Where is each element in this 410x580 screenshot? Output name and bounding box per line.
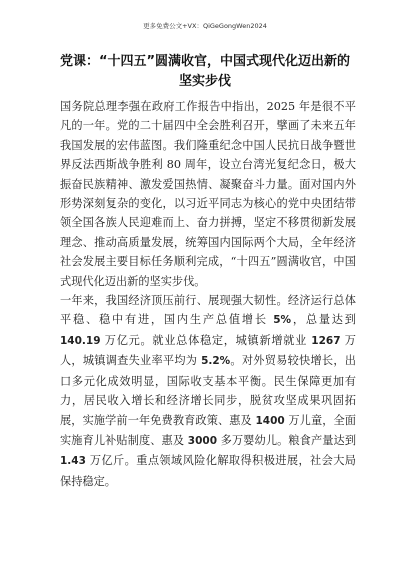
- page-header: 更多免费公文+VX：QiGeGongWen2024: [143, 22, 267, 30]
- paragraph-text: 。对外贸易较快增长，出口多元化成效明显，国际收支基本平衡。民生保障更加有力，居民收入增长和经济增长同步，脱贫攻坚成果巩固拓展，实施学前一年免费教育政策、惠及: [60, 354, 356, 427]
- paragraph-1: [60, 97, 356, 291]
- stat-unemployment: 5.2%: [201, 355, 231, 368]
- paragraph-text: 万人，城镇调查失业率平均为: [60, 333, 356, 368]
- paragraph-text: 多万婴幼儿。粮食产量达到: [217, 433, 357, 447]
- stat-gdp-total: 140.19: [60, 334, 101, 347]
- paragraph-text: ，总量达到: [291, 313, 356, 327]
- document-body: [60, 97, 356, 491]
- stat-infants: 3000: [187, 434, 218, 447]
- stat-new-jobs: 1267: [311, 334, 341, 347]
- stat-children: 1400: [255, 414, 285, 427]
- paragraph-text: 万亿斤。重点领域风险化解取得积极进展，社会大局保持稳定。: [60, 454, 356, 488]
- paragraph-text: 国务院总理李强在政府工作报告中指出，2025 年是很不平凡的一年。党的二十届四中全会胜利召开，擘画了未来五年我国发展的宏伟蓝图。我们隆重纪念中国人民抗日战争暨世界反法西斯战争胜利 80 周年，设立台湾光复纪念日，极大振奋民族精神、激发爱国热情、凝聚奋斗力量。面对国内外形势深刻复杂的变化，以习近平同志为核心的党中央团结带领全国各族人民迎难而上、奋力拼搏，坚定不移贯彻新发展理念、推动高质量发展，统筹国内国际两个大局，全年经济社会发展主要目标任务顺利完成，“十四五”圆满收官，中国式现代化迈出新的坚实步伐。: [60, 100, 356, 288]
- stat-grain: 1.43: [60, 455, 86, 468]
- paragraph-text: 一年来，我国经济顶压前行、展现强大韧性。经济运行总体平稳、稳中有进，国内生产总值增长: [60, 294, 356, 327]
- paragraph-2: [60, 291, 356, 491]
- document-title: 党课：“十四五”圆满收官，中国式现代化迈出新的坚实步伐: [59, 54, 351, 89]
- paragraph-text: 万儿童，全面实施育儿补贴制度、惠及: [60, 413, 356, 447]
- paragraph-text: 万亿元。就业总体稳定，城镇新增就业: [100, 333, 312, 347]
- stat-gdp-growth: 5%: [273, 314, 292, 327]
